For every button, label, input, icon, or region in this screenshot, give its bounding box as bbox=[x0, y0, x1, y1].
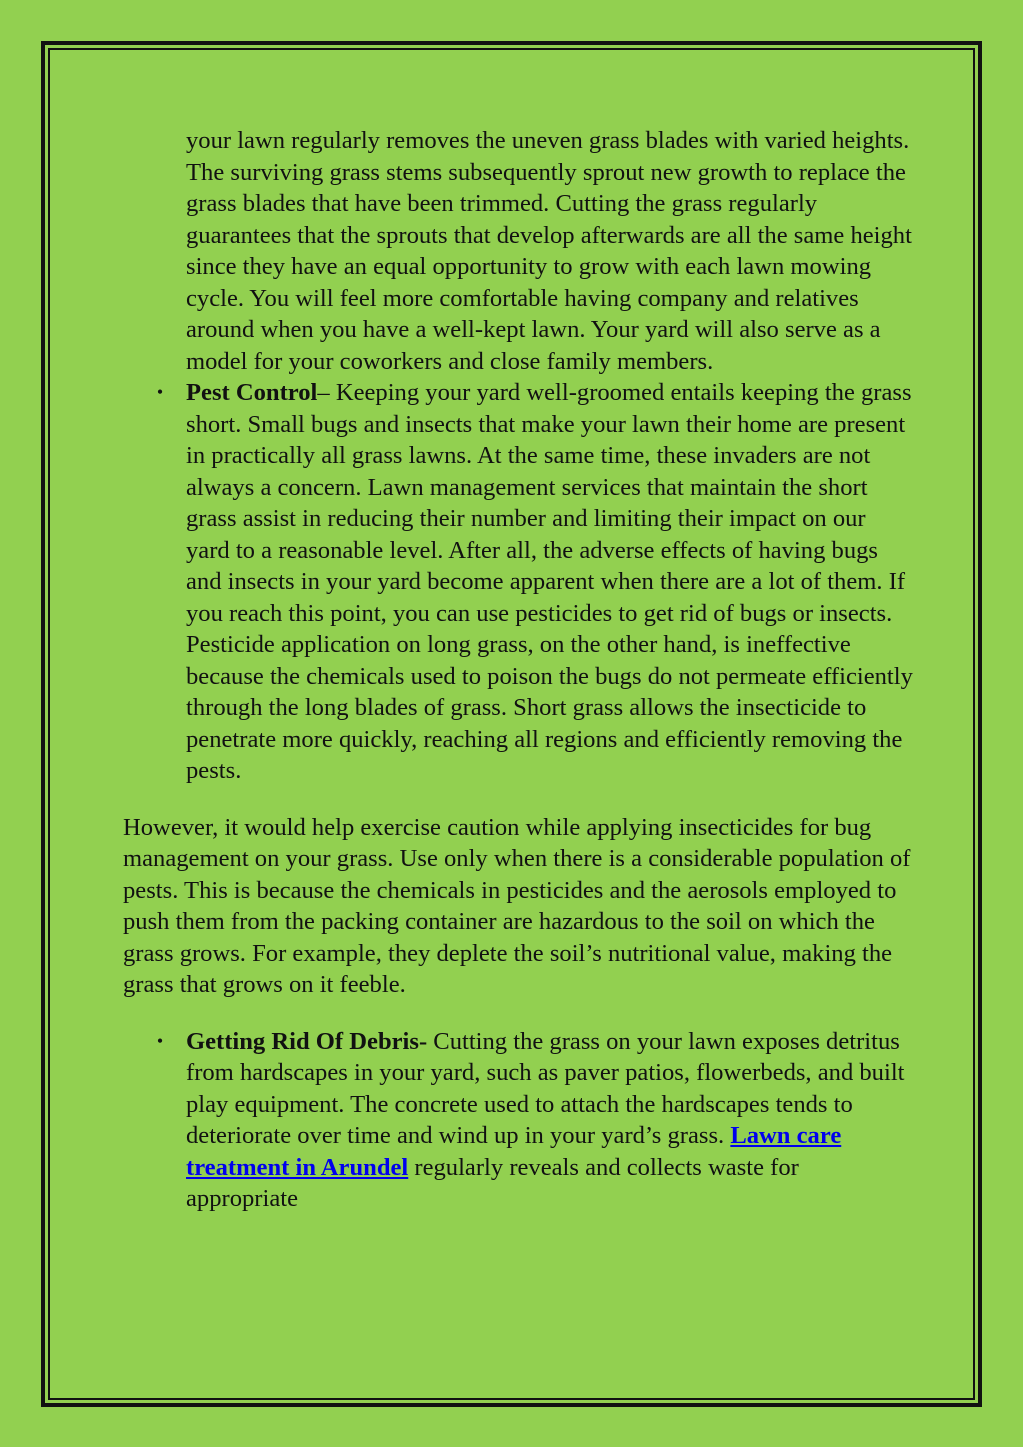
bullet-icon: • bbox=[156, 382, 164, 402]
body-paragraph: However, it would help exercise caution while applying insecticides for bug management on your grass. Use only when there is a considerable population of pests. This is because the chemicals in pesticides and the aerosols employed to push them from the packing container are hazardous to the soil on which the grass grows. For example, they deplete the soil’s nutritional value, making the grass that grows on it feeble. bbox=[123, 813, 911, 998]
continued-bullet-text: your lawn regularly removes the uneven grass blades with varied heights. The surviving grass stems subsequently sprout new growth to replace the grass blades that have been trimmed. Cutting the grass regularly guarantees that the sprouts that develop afterwards are all the same height since they have an equal opportunity to grow with each lawn mowing cycle. You will feel more comfortable having company and relatives around when you have a well-kept lawn. Your yard will also serve as a model for your coworkers and close family members. bbox=[186, 127, 912, 375]
document-body bbox=[123, 125, 913, 1215]
bullet-icon: • bbox=[156, 1030, 164, 1051]
pest-control-heading: Pest Control bbox=[186, 379, 318, 406]
debris-text-after-link: regularly reveals and collects waste for appropriate bbox=[186, 1153, 799, 1212]
list-item-pest-control bbox=[123, 377, 913, 787]
lawn-care-link[interactable]: Lawn care treatment in Arundel bbox=[186, 1122, 842, 1181]
list-item-debris bbox=[123, 1026, 913, 1215]
debris-text: Cutting the grass on your lawn exposes detritus from hardscapes in your yard, such as paver patios, flowerbeds, and built play equipment. The concrete used to attach the hardscapes tends to deteriorate over time and wind up in your yard’s grass. bbox=[186, 1027, 905, 1149]
debris-heading: Getting Rid Of Debris- bbox=[186, 1027, 428, 1055]
pest-control-text: – Keeping your yard well-groomed entails keeping the grass short. Small bugs and insects that make your lawn their home are present in practically all grass lawns. At the same time, these invaders are not always a concern. Lawn management services that maintain the short grass assist in reducing their number and limiting their impact on our yard to a reasonable level. After all, the adverse effects of having bugs and insects in your yard become apparent when there are a lot of them. If you reach this point, you can use pesticides to get rid of bugs or insects. Pesticide application on long grass, on the other hand, is ineffective because the chemicals used to poison the bugs do not permeate efficiently through the long blades of grass. Short grass allows the insecticide to penetrate more quickly, reaching all regions and efficiently removing the pests. bbox=[186, 379, 913, 784]
